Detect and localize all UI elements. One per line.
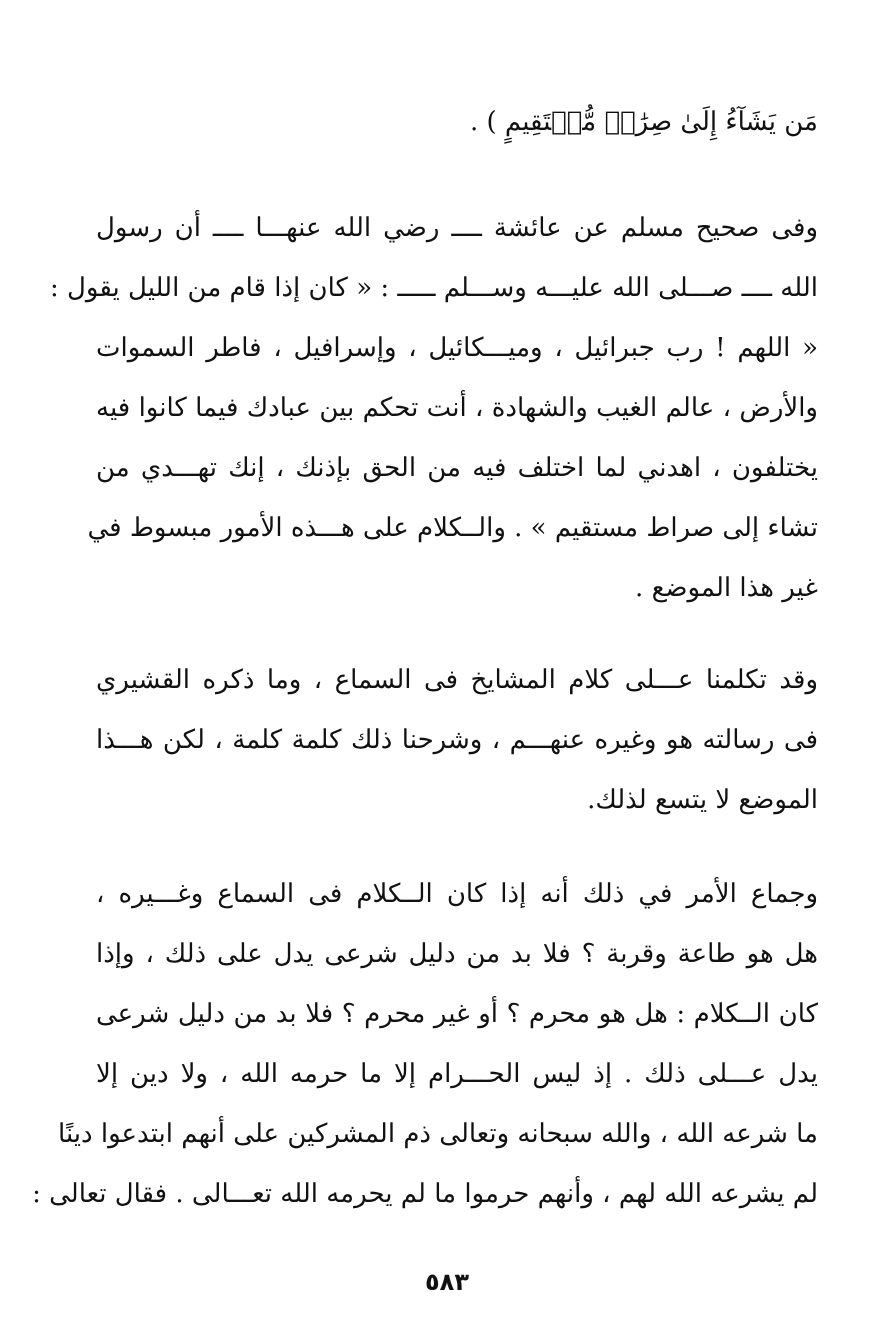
text-line: وفى صحيح مسلم عن عائشة ــــ رضي الله عنهـــا ــــ أن رسول bbox=[96, 213, 818, 243]
text-line: فى رسالته هو وغيره عنهـــم ، وشرحنا ذلك كلمة كلمة ، لكن هـــذا bbox=[96, 725, 818, 755]
text-line: كان الــكلام : هل هو محرم ؟ أو غير محرم ؟ فلا بد من دليل شرعى bbox=[96, 999, 818, 1029]
text-line: وقد تكلمنا عـــلى كلام المشايخ فى السماع ، وما ذكره القشيري bbox=[96, 665, 818, 695]
text-line: غير هذا الموضع . bbox=[635, 573, 818, 603]
text-line: ما شرعه الله ، والله سبحانه وتعالى ذم المشركين على أنهم ابتدعوا دينًا bbox=[58, 1119, 818, 1149]
paragraph-1 bbox=[50, 198, 818, 618]
text-line: « اللهم ! رب جبرائيل ، وميـــكائيل ، وإسرافيل ، فاطر السموات bbox=[96, 333, 818, 363]
text-line: الله ــــ صـــلى الله عليـــه وســـلم ـــــ : « كان إذا قام من الليل يقول : bbox=[50, 273, 818, 303]
text-line: يدل عـــلى ذلك . إذ ليس الحـــرام إلا ما حرمه الله ، ولا دين إلا bbox=[96, 1059, 818, 1089]
paragraph-3 bbox=[32, 864, 819, 1224]
text-line: الموضع لا يتسع لذلك. bbox=[587, 785, 818, 815]
paragraph-2 bbox=[96, 650, 818, 830]
text-line: لم يشرعه الله لهم ، وأنهم حرموا ما لم يحرمه الله تعـــالى . فقال تعالى : bbox=[32, 1179, 818, 1209]
text-line: يختلفون ، اهدني لما اختلف فيه من الحق بإذنك ، إنك تهـــدي من bbox=[96, 453, 818, 483]
quran-verse-fragment: مَن يَشَآءُ إِلَىٰ صِرَٰطٖ مُّسۡتَقِيمٍ ) . bbox=[469, 107, 818, 137]
text-line: هل هو طاعة وقربة ؟ فلا بد من دليل شرعى يدل على ذلك ، وإذا bbox=[96, 939, 818, 969]
text-line: تشاء إلى صراط مستقيم » . والــكلام على هـــذه الأمور مبسوط في bbox=[87, 513, 818, 543]
text-line: وجماع الأمر في ذلك أنه إذا كان الــكلام فى السماع وغـــيره ، bbox=[96, 879, 819, 909]
text-line: والأرض ، عالم الغيب والشهادة ، أنت تحكم بين عبادك فيما كانوا فيه bbox=[96, 393, 818, 423]
page-number: ٥٨٣ bbox=[425, 1268, 469, 1296]
